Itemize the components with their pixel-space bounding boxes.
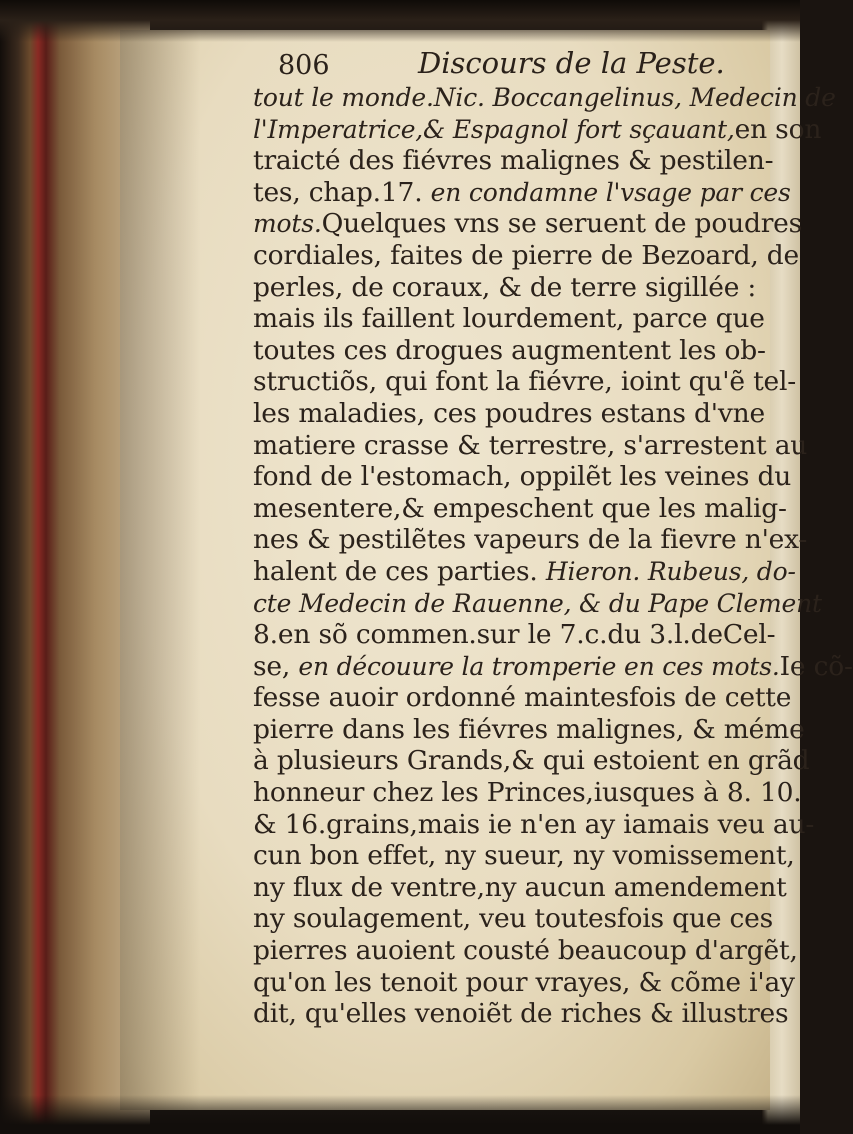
text-segment: Ie cõ- xyxy=(779,650,853,682)
text-segment: mesentere,& empeschent que les malig- xyxy=(253,492,787,524)
text-segment: se, xyxy=(253,650,299,682)
top-shadow xyxy=(0,0,800,42)
text-line xyxy=(253,366,797,398)
text-line xyxy=(253,303,768,335)
running-head: Discours de la Peste. xyxy=(418,46,725,80)
text-segment: structiõs, qui font la fiévre, ioint qu'ẽ tel- xyxy=(253,366,797,398)
text-line xyxy=(253,588,822,620)
text-segment: tes, chap.17. xyxy=(253,176,431,208)
text-segment: à plusieurs Grands,& qui estoient en grãd xyxy=(253,745,810,777)
italic-text-segment: mots. xyxy=(253,209,322,239)
text-segment: 8.en sõ commen.sur le 7.c.du 3.l.deCel- xyxy=(253,619,776,651)
text-line xyxy=(253,113,822,146)
text-segment: les maladies, ces poudres estans d'vne xyxy=(253,397,766,429)
italic-text-segment: en condamne l'vsage par ces xyxy=(430,177,791,207)
text-line xyxy=(253,998,789,1030)
italic-text-segment: en découure la tromperie en ces mots. xyxy=(298,651,780,681)
text-segment: halent de ces parties. xyxy=(253,555,546,587)
text-line xyxy=(253,935,798,967)
text-line xyxy=(253,682,792,714)
text-line xyxy=(253,176,791,209)
text-line xyxy=(253,745,810,777)
text-segment: ny flux de ventre,ny aucun amendement xyxy=(253,871,787,903)
text-segment: traicté des fiévres malignes & pestilen- xyxy=(253,145,774,177)
text-line xyxy=(253,335,768,367)
text-segment: dit, qu'elles venoiẽt de riches & illustres xyxy=(253,998,789,1030)
text-segment: fesse auoir ordonné maintesfois de cette xyxy=(253,682,792,714)
text-segment: en son xyxy=(734,113,822,145)
text-line xyxy=(253,82,836,114)
gutter-shadow xyxy=(120,30,200,1110)
text-line xyxy=(253,713,805,746)
text-segment: cun bon effet, ny sueur, ny vomissement, xyxy=(253,840,795,872)
text-line xyxy=(253,461,792,493)
text-segment: pierre dans les fiévres malignes, & méme xyxy=(253,713,805,745)
italic-text-segment: l'Imperatrice,& Espagnol fort sçauant, xyxy=(253,114,735,144)
text-line xyxy=(253,903,774,935)
text-line xyxy=(253,777,802,809)
text-segment: nes & pestilẽtes vapeurs de la fievre n'ex- xyxy=(253,524,808,556)
text-line xyxy=(253,492,787,525)
text-line xyxy=(253,650,853,683)
text-segment: toutes ces drogues augmentent les ob- xyxy=(253,334,766,366)
text-segment: mais ils faillent lourdement, parce que xyxy=(253,303,765,335)
text-segment: cordiales, faites de pierre de Bezoard, de xyxy=(253,239,800,271)
body-text xyxy=(253,82,853,1030)
text-line xyxy=(253,808,815,841)
text-segment: fond de l'estomach, oppilẽt les veines du xyxy=(253,461,792,493)
text-line xyxy=(253,429,808,462)
text-line xyxy=(253,966,795,999)
text-line xyxy=(253,272,768,304)
italic-text-segment: tout le monde.Nic. Boccangelinus, Medecin de xyxy=(253,83,836,112)
text-line xyxy=(253,555,796,588)
text-line xyxy=(253,840,795,872)
italic-text-segment: Hieron. Rubeus, do- xyxy=(545,556,796,586)
text-line xyxy=(253,524,808,556)
text-line xyxy=(253,398,768,430)
text-segment: ny soulagement, veu toutesfois que ces xyxy=(253,903,774,935)
text-line xyxy=(253,871,787,904)
bottom-shadow xyxy=(0,1095,800,1134)
italic-text-segment: cte Medecin de Rauenne, & du Pape Clement xyxy=(253,588,822,618)
text-segment: Quelques vns se seruent de poudres xyxy=(321,208,803,240)
text-segment: honneur chez les Princes,iusques à 8. 10. xyxy=(253,777,802,809)
page-number: 806 xyxy=(278,50,330,81)
text-line xyxy=(253,239,800,272)
text-segment: pierres auoient cousté beaucoup d'argẽt, xyxy=(253,935,798,967)
text-line xyxy=(253,208,803,240)
text-line xyxy=(253,619,776,651)
text-segment: matiere crasse & terrestre, s'arrestent au xyxy=(253,429,808,461)
text-segment: qu'on les tenoit pour vrayes, & cõme i'ay xyxy=(253,966,795,998)
text-segment: & 16.grains,mais ie n'en ay iamais veu au- xyxy=(253,808,815,840)
text-segment: perles, de coraux, & de terre sigillée : xyxy=(253,271,757,303)
text-line xyxy=(253,145,774,177)
